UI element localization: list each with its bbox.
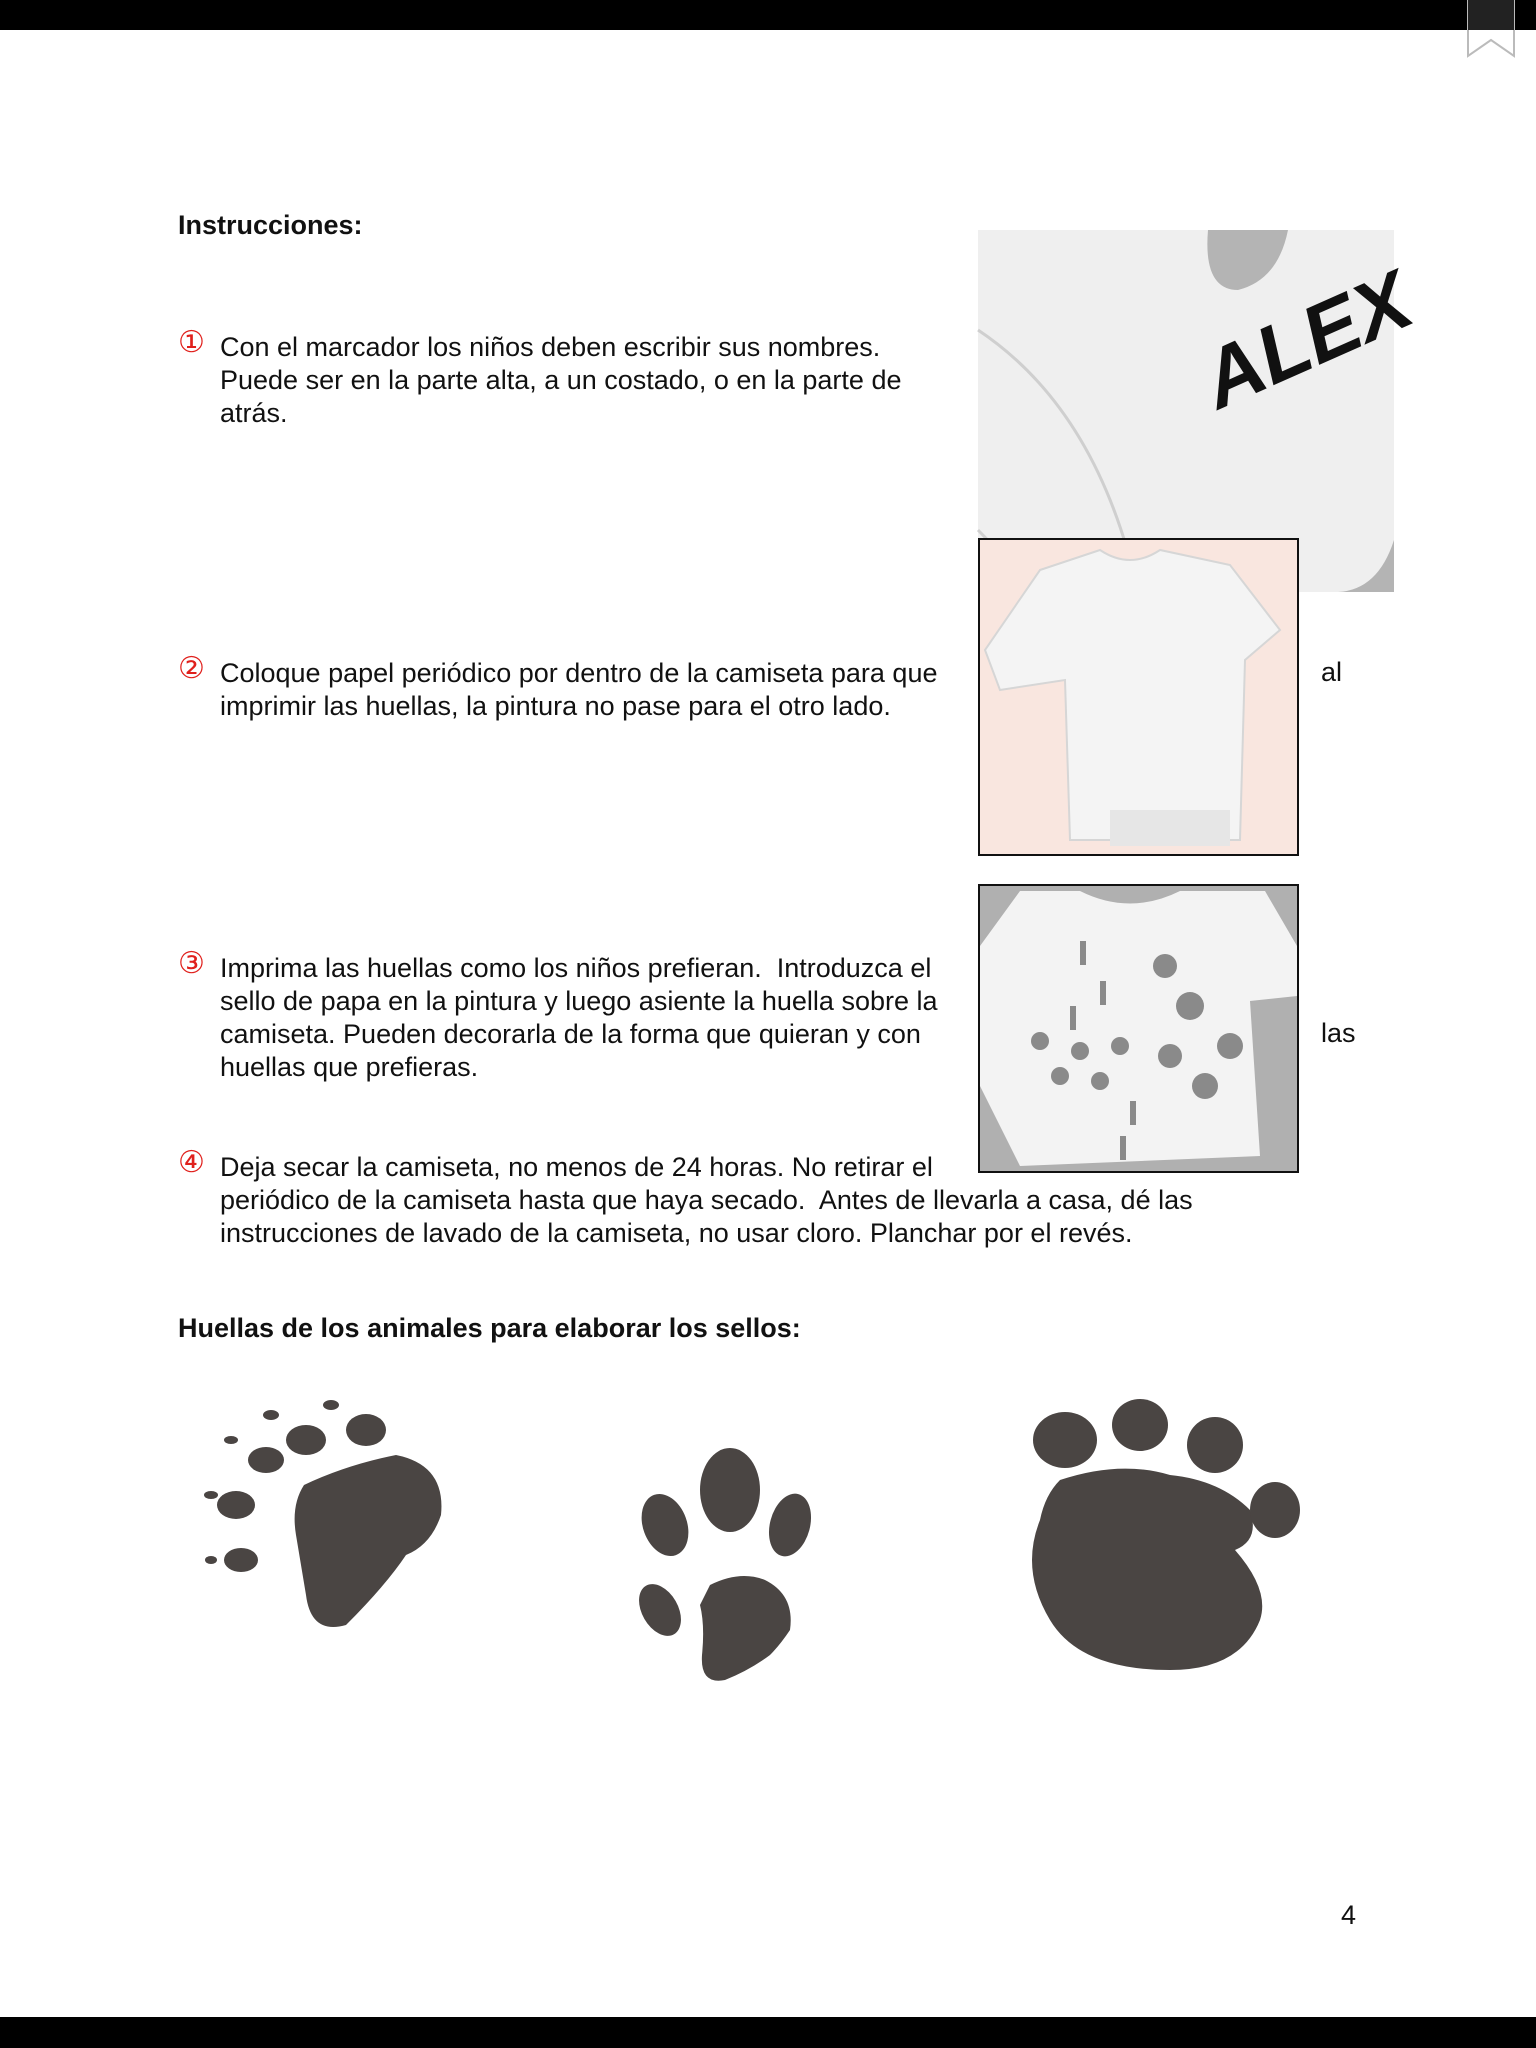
bottom-bar	[0, 2017, 1536, 2048]
big-cat-paw-print	[1032, 1399, 1300, 1670]
step-text: Imprima las huellas como los niños prefieran. Introduzca el sello de papa en la pintura y luego asiente la huella sobre la camiseta. Pueden decorarla de la forma que quieran y con huellas que prefieras.	[220, 953, 938, 1082]
bear-paw-print	[196, 1395, 476, 1635]
top-bar	[0, 0, 1536, 30]
step-text: Deja secar la camiseta, no menos de 24 horas. No retirar el periódico de la camiseta hasta que haya secado. Antes de llevarla a casa, dé las instrucciones de lavado de la camiseta, no usar cloro. Planchar por el revés.	[220, 1152, 1193, 1248]
step-text: Con el marcador los niños deben escribir sus nombres. Puede ser en la parte alta, a un costado, o en la parte de atrás.	[220, 332, 902, 428]
instructions-heading: Instrucciones:	[178, 210, 363, 240]
step-number: ②	[178, 652, 205, 685]
bookmark-icon[interactable]	[1466, 0, 1516, 58]
step-number: ③	[178, 947, 205, 980]
step-number: ①	[178, 326, 205, 359]
shirt-name-text: ALEX	[1188, 254, 1426, 427]
step-2-trailing-word: al	[1321, 657, 1343, 687]
shirt-newspaper-photo	[978, 538, 1299, 856]
step-3-trailing-word: las	[1321, 1018, 1356, 1048]
step-number: ④	[178, 1146, 205, 1179]
dog-paw-print	[630, 1448, 817, 1681]
footprints-heading: Huellas de los animales para elaborar los sellos:	[178, 1313, 801, 1343]
page-number: 4	[1341, 1900, 1357, 1930]
printed-shirt-photo	[978, 884, 1299, 1173]
step-text: Coloque papel periódico por dentro de la camiseta para que imprimir las huellas, la pintura no pase para el otro lado.	[220, 658, 938, 721]
